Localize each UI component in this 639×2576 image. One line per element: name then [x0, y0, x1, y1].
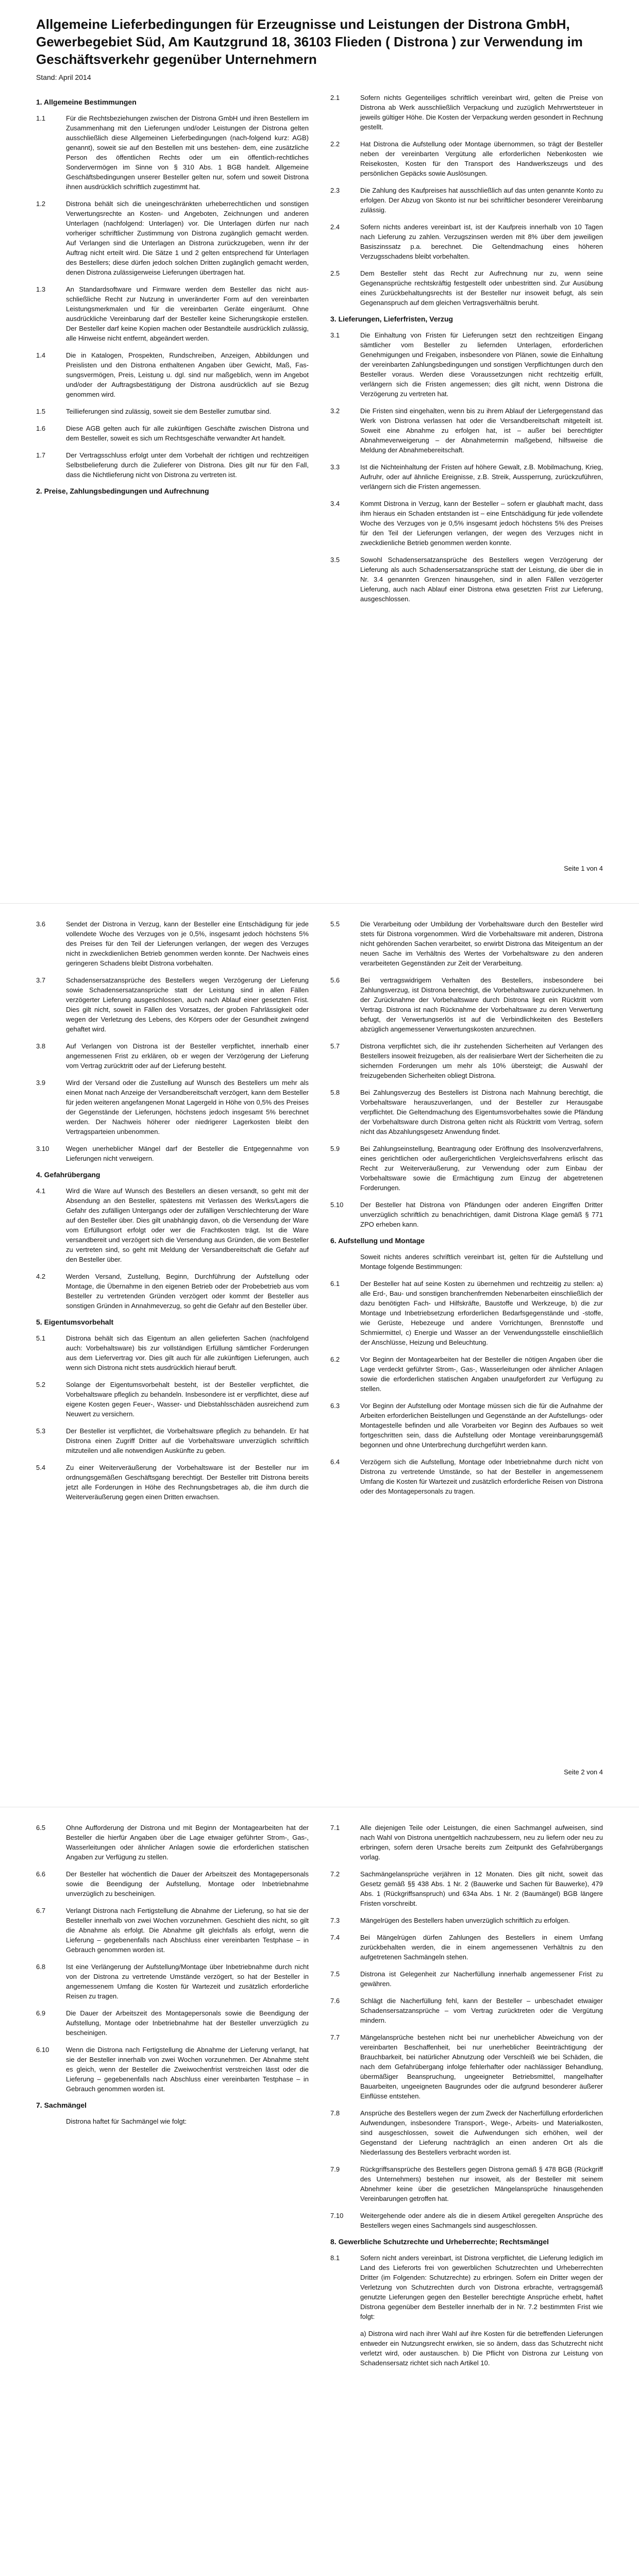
clause-text: Distrona haftet für Sachmängel wie folgt:	[66, 2117, 187, 2125]
clause-number: 5.8	[330, 1089, 340, 1096]
document-page	[0, 1807, 639, 2576]
clause-text: a) Distrona wird nach ihrer Wahl auf ihre Kosten für die betreffenden Lieferungen entweder ein Nutzungsrecht erwirken, sie so ändern, dass das Schutzrecht nicht verletzt wird, oder austauschen. b) Die Pflicht von Distrona zur Leistung von Schadensersatz richtet sich nach Artikel 10.	[360, 2330, 603, 2367]
section-heading: 3. Lieferungen, Lieferfristen, Verzug	[330, 315, 453, 323]
clause-text: Auf Verlangen von Distrona ist der Besteller verpflichtet, innerhalb einer angemessenen Frist zu erklären, ob er wegen der Verzögerung der Lieferung vom Vertrag zurücktritt oder auf der Lieferung besteht.	[66, 1042, 309, 1070]
clause-number: 1.1	[36, 114, 46, 122]
clause-number: 8.1	[330, 2254, 340, 2262]
clause	[36, 423, 309, 443]
clause-text: Bei vertragswidrigem Verhalten des Bestellers, insbesondere bei Zahlungsverzug, ist Distrona berechtigt, die Vorbehaltsware zurückzunehmen. In der Zurücknahme der Vorbehaltsware durch Distrona liegt ein Rücktritt vom Vertrag. Distrona ist nach Rücknahme der Vorbehaltsware zu deren Verwertung befugt, der Verwertungserlös ist auf die Verbindlichkeiten des Bestellers abzüglich angemessener Verwertungskosten anzurechnen.	[360, 976, 603, 1033]
two-column-body	[36, 1823, 603, 2375]
clause-number: 7.2	[330, 1870, 340, 1878]
clause-number: 1.2	[36, 200, 46, 208]
clause-text: Mängelansprüche bestehen nicht bei nur unerheblicher Abweichung von der vereinbarten Beschaffenheit, bei nur unerheblicher Beeinträchtigung der Brauchbarkeit, bei natürlicher Abnutzung oder Verschleiß wie bei Schäden, die nach dem Gefahrübergang infolge fehlerhafter oder nachlässiger Behandlung, übermäßiger Beanspruchung, ungeeigneter Betriebsmittel, mangelhafter Bauarbeiten, ungeeigneten Baugrundes oder die aufgrund besonderer äußerer Einflüsse entstehen.	[360, 2033, 603, 2100]
clause-text: Distrona verpflichtet sich, die ihr zustehenden Sicherheiten auf Verlangen des Bestellers insoweit freizugeben, als der realisierbare Wert der Sicherheiten die zu sichernden Forderungen um mehr als 10% übersteigt; die Auswahl der freizugebenden Sicherheiten obliegt Distrona.	[360, 1042, 603, 1079]
clause-number: 6.5	[36, 1824, 46, 1832]
clause-number: 2.2	[330, 140, 340, 148]
clause-text: Wird die Ware auf Wunsch des Bestellers an diesen versandt, so geht mit der Absendung an den Besteller, spätestens mit Verlassen des Werks/Lagers die Gefahr des zufälligen Untergangs oder der zufälligen Verschlechterung der Ware auf den Besteller über. Dies gilt unabhängig davon, ob die Versendung der Ware vom Erfüllungsort erfolgt oder wer die Frachtkosten trägt. Ist die Ware versandbereit und verzögert sich die Versendung aus Gründen, die vom Besteller zu vertreten sind, so geht mit Meldung der Versandbereitschaft die Gefahr auf den Besteller über.	[66, 1187, 309, 1263]
clause	[330, 1401, 603, 1450]
clause-number	[36, 2116, 66, 2126]
clause-number: 7.1	[330, 1824, 340, 1832]
clause-text: Bei Zahlungsverzug des Bestellers ist Distrona nach Mahnung berechtigt, die Vorbehaltsware herauszuverlangen, und der Besteller zur Herausgabe verpflichtet. Die Geltendmachung des Eigentumsvorbehaltes sowie die Pfändung der Vorbehaltsware durch Distrona gelten nicht als Rücktritt vom Vertrag, sofern nicht das Abzahlungsgesetz Anwendung findet.	[360, 1089, 603, 1136]
clause-text: Solange der Eigentumsvorbehalt besteht, ist der Besteller verpflichtet, die Vorbehaltsware pfleglich zu behandeln. Insbesondere ist er verpflichtet, diese auf eigene Kosten gegen Feuer-, Wasser- und Diebstahlsschäden ausreichend zum Neuwert zu versichern.	[66, 1381, 309, 1418]
clause-text: Distrona ist Gelegenheit zur Nacherfüllung innerhalb angemessener Frist zu gewähren.	[360, 1970, 603, 1988]
clause-text: Bei Zahlungseinstellung, Beantragung oder Eröffnung des Insolvenzverfahrens, eines gerichtlichen oder außergerichtlichen Vergleichsverfahrens erlischt das Recht zur Weiterveräußerung, zur Verwendung oder zum Einbau der Vorbehaltsware sowie die Ermächtigung zum Einzug der abgetretenen Forderungen.	[360, 1145, 603, 1192]
clause-text: Für die Rechtsbeziehungen zwischen der Distrona GmbH und ihren Bestellern im Zusammenhang mit den Lieferungen und/oder Leistungen der Distrona gelten ausschließlich diese Allgemeinen Lieferbedingungen (nach-folgend kurz: AGB) genannt), soweit sie auf den Bestellen mit uns bestehen- dem, eine zusätzliche Person des öffentlichen Rechts oder um ein öffentlich-rechtliches Sondervermögen im Sinne von § 310 Abs. 1 BGB handelt. Allgemeine Geschäftsbedingungen unserer Besteller gelten nur, sofern und soweit Distrona ihnen ausdrücklich schriftlich zugestimmt hat.	[66, 114, 309, 191]
clause-number: 1.7	[36, 451, 46, 459]
clause-text: Verlangt Distrona nach Fertigstellung die Abnahme der Lieferung, so hat sie der Besteller innerhalb von zwei Wochen vorzunehmen. Geschieht dies nicht, so gilt die Abnahme als erfolgt. Die Abnahme gilt gleichfalls als erfolgt, wenn die Lieferung – gegebenenfalls nach Abschluss einer vereinbarten Testphase – in Gebrauch genommen worden ist.	[66, 1907, 309, 1954]
clause-text: Wegen unerheblicher Mängel darf der Besteller die Entgegennahme von Lieferungen nicht verweigern.	[66, 1145, 309, 1162]
clause	[330, 406, 603, 455]
clause-number: 1.6	[36, 425, 46, 432]
clause-number: 7.8	[330, 2109, 340, 2117]
clause-text: Wird der Versand oder die Zustellung auf Wunsch des Bestellers um mehr als einen Monat nach Anzeige der Versandbereitschaft verzögert, kann dem Besteller für jeden weiteren angefangenen Monat Lagergeld in Höhe von 0,5% des Preises der Gegenstände der Lieferungen, höchstens jedoch insgesamt 5% berechnet werden. Der Nachweis höherer oder niedrigerer Lagerkosten bleibt den Vertragsparteien unbenommen.	[66, 1079, 309, 1136]
clause	[36, 1078, 309, 1137]
clause	[36, 1962, 309, 2001]
clause	[330, 919, 603, 968]
clause	[330, 222, 603, 261]
clause-number: 3.9	[36, 1079, 46, 1087]
clause-text: Der Vertragsschluss erfolgt unter dem Vorbehalt der richtigen und rechtzeitigen Selbstbelieferung durch die Zulieferer von Distrona. Dies gilt nur für den Fall, dass die Nichtlieferung nicht von Distrona zu vertreten ist.	[66, 451, 309, 479]
clause-number: 7.3	[330, 1917, 340, 1924]
clause-text: Die Dauer der Arbeitszeit des Montagepersonals sowie die Beendigung der Aufstellung, Montage oder Inbetriebnahme hat der Besteller unverzüglich zu bescheinigen.	[66, 2009, 309, 2037]
section-heading: 4. Gefahrübergang	[36, 1171, 100, 1179]
clause	[36, 1041, 309, 1071]
clause-text: Sachmängelansprüche verjähren in 12 Monaten. Dies gilt nicht, soweit das Gesetz gemäß §§ 438 Abs. 1 Nr. 2 (Bauwerke und Sachen für Bauwerke), 479 Abs. 1 (Rückgriffsanspruch) und 634a Abs. 1 Nr. 2 (Baumängel) BGB längere Fristen vorschreibt.	[360, 1870, 603, 1907]
clause	[330, 1916, 603, 1925]
column-right	[330, 1823, 603, 2375]
document-page	[0, 904, 639, 1807]
clause-text: Der Besteller ist verpflichtet, die Vorbehaltsware pfleglich zu behandeln. Er hat Distrona einen Zugriff Dritter auf die Vorbehaltsware unverzüglich schriftlich mitzuteilen und alle notwendigen Auskünfte zu geben.	[66, 1427, 309, 1454]
page-number: Seite 1 von 4	[564, 865, 603, 872]
clause-number: 5.4	[36, 1464, 46, 1471]
clause	[36, 1823, 309, 1862]
clause	[36, 199, 309, 277]
clause-number: 7.7	[330, 2033, 340, 2041]
clause	[36, 1144, 309, 1163]
clause-text: Die Verarbeitung oder Umbildung der Vorbehaltsware durch den Besteller wird stets für Distrona vorgenommen. Wird die Vorbehaltsware mit anderen, Distrona nicht gehörenden Sachen verarbeitet, so erwirbt Distrona das Miteigentum an der neuen Sache im Verhältnis des Wertes der Vorbehaltsware zu den anderen verarbeiteten Gegenständen zur Zeit der Verarbeitung.	[360, 920, 603, 967]
clause	[330, 330, 603, 399]
clause-number: 5.10	[330, 1201, 344, 1209]
clause-number: 4.1	[36, 1187, 46, 1195]
clause-text: Der Besteller hat auf seine Kosten zu übernehmen und rechtzeitig zu stellen: a) alle Erd-, Bau- und sonstigen branchenfremden Nebenarbeiten einschließlich der dazu benötigten Fach- und Hilfskräfte, Baustoffe und Werkzeuge, b) die zur Montage und Inbetriebsetzung erforderlichen Bedarfsgegenstände und -stoffe, wie Gerüste, Hebezeuge und andere Vorrichtungen, Brennstoffe und Schmiermittel, c) Energie und Wasser an der Verwendungsstelle einschließlich der Anschlüsse, Heizung und Beleuchtung.	[360, 1280, 603, 1346]
clause	[330, 2164, 603, 2204]
clause	[330, 1200, 603, 1229]
clause	[36, 1272, 309, 1311]
clause-text: Rückgriffsansprüche des Bestellers gegen Distrona gemäß § 478 BGB (Rückgriff des Unternehmers) bestehen nur insoweit, als der Besteller mit seinem Abnehmer keine über die gesetzlichen Mängelansprüche hinausgehenden Vereinbarungen getroffen hat.	[360, 2165, 603, 2202]
clause	[330, 462, 603, 492]
clause	[36, 1426, 309, 1455]
clause-number: 1.5	[36, 408, 46, 415]
column-right	[330, 93, 603, 611]
clause-number: 7.5	[330, 1970, 340, 1978]
clause	[36, 284, 309, 343]
column-left	[36, 919, 309, 1509]
clause-text: Ohne Aufforderung der Distrona und mit Beginn der Montagearbeiten hat der Besteller die hierfür Angaben über die Lage etwaiger geführter Strom-, Gas-, Wasserleitungen oder ähnlicher Anlagen sowie die erforderlichen statischen Angaben zur Verfügung zu stellen.	[66, 1824, 309, 1861]
clause	[330, 1869, 603, 1908]
clause-number: 6.8	[36, 1963, 46, 1971]
clause-text: Mängelrügen des Bestellers haben unverzüglich schriftlich zu erfolgen.	[360, 1917, 570, 1924]
clause-text: Schlägt die Nacherfüllung fehl, kann der Besteller – unbeschadet etwaiger Schadensersatzansprüche – vom Vertrag zurücktreten oder die Vergütung mindern.	[360, 1997, 603, 2024]
clause	[36, 1333, 309, 1372]
clause	[36, 919, 309, 968]
clause-text: Weitergehende oder andere als die in diesem Artikel geregelten Ansprüche des Bestellers wegen eines Sachmangels sind ausgeschlossen.	[360, 2212, 603, 2229]
clause-number: 5.5	[330, 920, 340, 928]
column-left	[36, 93, 309, 611]
clause-number: 6.9	[36, 2009, 46, 2017]
clause-text: Die Einhaltung von Fristen für Lieferungen setzt den rechtzeitigen Eingang sämtlicher vom Besteller zu liefernden Unterlagen, erforderlichen Genehmigungen und Freigaben, insbesondere von Plänen, sowie die Einhaltung der vereinbarten Zahlungsbedingungen und sonstigen Verpflichtungen durch den Besteller voraus. Werden diese Voraussetzungen nicht rechtzeitig erfüllt, verlängern sich die Fristen angemessen; dies gilt nicht, wenn Distrona die Verzögerung zu vertreten hat.	[360, 331, 603, 398]
document-page	[0, 0, 639, 904]
clause	[330, 1279, 603, 1347]
clause-number	[330, 2329, 360, 2368]
clause	[36, 1463, 309, 1502]
clause-text: Vor Beginn der Aufstellung oder Montage müssen sich die für die Aufnahme der Arbeiten erforderlichen Beistellungen und Gegenstände an der Aufstellungs- oder Montagestelle befinden und alle Vorarbeiten vor Beginn des Aufbaues so weit fortgeschritten sein, dass die Aufstellung oder Montage vereinbarungsgemäß begonnen und ohne Unterbrechung durchgeführt werden kann.	[360, 1402, 603, 1449]
clause-number: 3.3	[330, 463, 340, 471]
clause-text: Sofern nichts anderes vereinbart ist, ist der Kaufpreis innerhalb von 10 Tagen nach Lieferung zu zahlen. Verzugszinsen werden mit 8% über dem jeweiligen Basiszinssatz p.a. berechnet. Die Geltendmachung eines höheren Verzugsschadens bleibt vorbehalten.	[360, 223, 603, 260]
clause-number	[330, 1252, 360, 1272]
clause-number: 2.1	[330, 94, 340, 101]
clause-text: Distrona behält sich das Eigentum an allen gelieferten Sachen (nachfolgend auch: Vorbehaltsware) bis zur vollständigen Erfüllung sämtlicher Forderungen aus dem Liefervertrag vor. Dies gilt auch für alle zukünftigen Lieferungen, auch wenn sich Distrona nicht stets ausdrücklich hierauf beruft.	[66, 1334, 309, 1371]
clause-text: Zu einer Weiterveräußerung der Vorbehaltsware ist der Besteller nur im ordnungsgemäßen Geschäftsgang berechtigt. Der Besteller tritt Distrona bereits jetzt alle Forderungen in Höhe des Rechnungsbetrages ab, die ihm durch die Weiterveräußerung gegen einen Dritten erwachsen.	[66, 1464, 309, 1501]
clause	[36, 350, 309, 399]
clause-number: 6.2	[330, 1355, 340, 1363]
clause-number: 5.6	[330, 976, 340, 984]
section-heading: 2. Preise, Zahlungsbedingungen und Aufrechnung	[36, 487, 209, 495]
clause-text: An Standardsoftware und Firmware werden dem Besteller das nicht aus-schließliche Recht zur Nutzung in unveränderter Form auf den vereinbarten Leistungsmerkmalen und für die vereinbarten Geräte eingeräumt. Ohne ausdrückliche Vereinbarung darf der Besteller keine Sicherungskopie erstellen. Der Besteller darf keine Kopien machen oder Bestandteile ausdrücklich zulässig, alle Hinweise nicht entfernt, abgeändert werden.	[66, 285, 309, 342]
clause	[330, 2211, 603, 2230]
clause-text: Soweit nichts anderes schriftlich vereinbart ist, gelten für die Aufstellung und Montage folgende Bestimmungen:	[360, 1253, 603, 1270]
clause	[36, 1380, 309, 1419]
document-title: Allgemeine Lieferbedingungen für Erzeugnisse und Leistungen der Distrona GmbH, Gewerbegebiet Süd, Am Kautzgrund 18, 36103 Flieden ( Distrona ) zur Verwendung im Geschäftsverkehr gegenüber Unternehmern	[36, 16, 583, 67]
clause	[330, 2329, 603, 2368]
clause-number: 3.10	[36, 1145, 49, 1153]
clause	[36, 2008, 309, 2038]
clause	[330, 268, 603, 308]
clause	[36, 406, 309, 416]
clause	[330, 1041, 603, 1080]
clause-number: 1.3	[36, 285, 46, 293]
clause-number: 5.3	[36, 1427, 46, 1435]
two-column-body	[36, 93, 603, 611]
clause-number: 6.1	[330, 1280, 340, 1287]
column-right	[330, 919, 603, 1509]
clause-number: 6.3	[330, 1402, 340, 1410]
clause	[330, 2108, 603, 2157]
clause	[330, 139, 603, 178]
page-number: Seite 2 von 4	[564, 1768, 603, 1776]
clause-number: 3.5	[330, 556, 340, 564]
clause-text: Hat Distrona die Aufstellung oder Montage übernommen, so trägt der Besteller neben der vereinbarten Vergütung alle erforderlichen Nebenkosten wie Reisekosten, Kosten für den Transport des Handwerkszeugs und des persönlichen Gepäcks sowie Auslösungen.	[360, 140, 603, 177]
clause-text: Ist eine Verlängerung der Aufstellung/Montage über Inbetriebnahme durch nicht von der Distrona zu vertretende Umstände verzögert, so hat der Besteller in angemessenem Umfang die Kosten für Wartezeit und zusätzlich erforderliche Reisen zu tragen.	[66, 1963, 309, 2000]
clause-number: 6.6	[36, 1870, 46, 1878]
clause-number: 6.10	[36, 2046, 49, 2054]
clause-number: 3.6	[36, 920, 46, 928]
clause-number: 7.10	[330, 2212, 344, 2219]
clause-number: 3.4	[330, 500, 340, 507]
clause-number: 7.6	[330, 1997, 340, 2005]
clause-text: Sofern nichts Gegenteiliges schriftlich vereinbart wird, gelten die Preise von Distrona ab Werk ausschließlich Verpackung und zuzüglich Mehrwertsteuer in jeweils gültiger Höhe. Die Kosten der Verpackung werden gesondert in Rechnung gestellt.	[360, 94, 603, 131]
clause-text: Diese AGB gelten auch für alle zukünftigen Geschäfte zwischen Distrona und dem Besteller, soweit es sich um Rechtsgeschäfte verwandter Art handelt.	[66, 425, 309, 442]
clause	[330, 1457, 603, 1496]
clause	[330, 185, 603, 215]
clause-number: 2.4	[330, 223, 340, 231]
clause-number: 3.8	[36, 1042, 46, 1050]
clause	[36, 975, 309, 1034]
clause	[330, 93, 603, 132]
clause	[330, 1996, 603, 2025]
clause-number: 4.2	[36, 1273, 46, 1280]
section-heading: 5. Eigentumsvorbehalt	[36, 1318, 114, 1326]
section-heading: 6. Aufstellung und Montage	[330, 1236, 425, 1245]
clause-number: 3.1	[330, 331, 340, 339]
clause	[330, 1933, 603, 1962]
clause	[36, 2045, 309, 2094]
clause-text: Distrona behält sich die uneingeschränkten urheberrechtlichen und sonstigen Verwertungsrechte an Kosten- und Angeboten, Zeichnungen und anderen Unterlagen (nachfolgend: Unterlagen) vor. Die Unterlagen dürfen nur nach vorheriger schriftlicher Zustimmung von Distrona zugänglich gemacht werden. Auf Verlangen sind die Unterlagen an Distrona zurückzugeben, wenn ihr der Auftrag nicht erteilt wird. Die Sätze 1 und 2 gelten entsprechend für Unterlagen des Bestellers; diese dürfen jedoch solchen Dritten zugänglich gemacht werden, denen Distrona zulässigerweise Lieferungen übertragen hat.	[66, 200, 309, 276]
clause-text: Ist die Nichteinhaltung der Fristen auf höhere Gewalt, z.B. Mobilmachung, Krieg, Aufruhr, oder auf ähnliche Ereignisse, z.B. Streik, Aussperrung, zurückzuführen, verlängern sich die Fristen angemessen.	[360, 463, 603, 490]
clause	[36, 1906, 309, 1955]
clause-text: Die in Katalogen, Prospekten, Rundschreiben, Anzeigen, Abbildungen und Preislisten und den Distrona enthaltenen Angaben über Gewicht, Maß, Fas-sungsvermögen, Preis, Leistung u. dgl. sind nur maßgeblich, wenn im Angebot und/oder der Auftragsbestätigung der Distrona ausdrücklich auf sie Bezug genommen wird.	[66, 351, 309, 398]
clause-number: 3.7	[36, 976, 46, 984]
clause-number: 6.7	[36, 1907, 46, 1914]
clause-text: Sofern nicht anders vereinbart, ist Distrona verpflichtet, die Lieferung lediglich im Land des Lieferorts frei von gewerblichen Schutzrechten und Urheberrechten Dritter (im Folgenden: Schutzrechte) zu erbringen. Sofern ein Dritter wegen der Verletzung von Schutzrechten durch von Distrona erbrachte, vertragsgemäß genutzte Lieferungen gegen den Besteller berechtigte Ansprüche erhebt, haftet Distrona gegenüber dem Besteller innerhalb der in Nr. 7.2 bestimmten Frist wie folgt:	[360, 2254, 603, 2320]
clause-number: 5.9	[330, 1145, 340, 1153]
clause	[330, 555, 603, 604]
clause-text: Wenn die Distrona nach Fertigstellung die Abnahme der Lieferung verlangt, hat sie der Besteller innerhalb von zwei Wochen vorzunehmen. Der Abnahme steht es gleich, wenn der Besteller die Zweiwochenfrist verstreichen lässt oder die Lieferung – gegebenenfalls nach Abschluss einer vereinbarten Testphase – in Gebrauch genommen worden ist.	[66, 2046, 309, 2093]
clause-number: 7.4	[330, 1934, 340, 1941]
clause	[330, 2032, 603, 2101]
clause-number: 5.7	[330, 1042, 340, 1050]
clause-text: Alle diejenigen Teile oder Leistungen, die einen Sachmangel aufweisen, sind nach Wahl von Distrona unentgeltlich nachzubessern, neu zu liefern oder neu zu erbringen, sofern deren Ursache bereits zum Zeitpunkt des Gefahrübergangs vorlag.	[360, 1824, 603, 1861]
clause-number: 3.2	[330, 407, 340, 415]
clause-text: Ansprüche des Bestellers wegen der zum Zweck der Nacherfüllung erforderlichen Aufwendungen, insbesondere Transport-, Wege-, Arbeits- und Materialkosten, sind ausgeschlossen, soweit die Aufwendungen sich erhöhen, weil der Gegenstand der Lieferung nachträglich an einen anderen Ort als die Niederlassung des Bestellers verbracht worden ist.	[360, 2109, 603, 2156]
clause-text: Sendet der Distrona in Verzug, kann der Besteller eine Entschädigung für jede vollendete Woche des Verzuges von je 0,5%, insgesamt jedoch höchstens 5% des Preises für den Teil der Lieferungen verlangen, der wegen des Verzuges nicht in zweckdienlichen Betrieb genommen werden konnte. Der Nachweis eines geringeren Schadens bleibt Distrona vorbehalten.	[66, 920, 309, 967]
clause-text: Bei Mängelrügen dürfen Zahlungen des Bestellers in einem Umfang zurückbehalten werden, die in einem angemessenen Verhältnis zu den aufgetretenen Sachmängeln stehen.	[360, 1934, 603, 1961]
clause-number: 2.3	[330, 187, 340, 194]
clause-text: Der Besteller hat wöchentlich die Dauer der Arbeitszeit des Montagepersonals sowie die Beendigung der Aufstellung, Montage oder Inbetriebnahme unverzüglich zu bescheinigen.	[66, 1870, 309, 1897]
clause	[36, 1186, 309, 1264]
clause-text: Schadensersatzansprüche des Bestellers wegen Verzögerung der Lieferung sowie Schadensersatzansprüche statt der Leistung sind in allen Fällen verzögerter Lieferung ausgeschlossen, auch nach Ablauf einer gesetzten Frist. Dies gilt nicht, soweit in Fällen des Vorsatzes, der groben Fahrlässigkeit oder wegen der Verletzung des Lebens, des Körpers oder der Gesundheit zwingend gehaftet wird.	[66, 976, 309, 1033]
clause-text: Die Zahlung des Kaufpreises hat ausschließlich auf das unten genannte Konto zu erfolgen. Der Abzug von Skonto ist nur bei schriftlicher besonderer Vereinbarung zulässig.	[360, 187, 603, 214]
clause-number: 2.5	[330, 269, 340, 277]
clause	[330, 1144, 603, 1193]
section-heading: 7. Sachmängel	[36, 2101, 87, 2109]
document-date: Stand: April 2014	[36, 73, 91, 81]
clause-text: Die Fristen sind eingehalten, wenn bis zu ihrem Ablauf der Liefergegenstand das Werk von Distrona verlassen hat oder die Versandbereitschaft mitgeteilt ist. Soweit eine Abnahme zu erfolgen hat, ist – außer bei berechtigter Abnahmeverweigerung – der Abnahmetermin maßgebend, hilfsweise die Meldung der Abnahmebereitschaft.	[360, 407, 603, 454]
two-column-body	[36, 919, 603, 1509]
clause	[330, 1969, 603, 1989]
clause-text: Der Besteller hat Distrona von Pfändungen oder anderen Eingriffen Dritter unverzüglich schriftlich zu benachrichtigen, damit Distrona Klage gemäß § 771 ZPO erheben kann.	[360, 1201, 603, 1228]
column-left	[36, 1823, 309, 2375]
clause-number: 5.2	[36, 1381, 46, 1388]
clause	[330, 975, 603, 1034]
clause-text: Werden Versand, Zustellung, Beginn, Durchführung der Aufstellung oder Montage, die Übernahme in den eigenen Betrieb oder der Probebetrieb aus vom Besteller zu vertretenden Gründen verzögert oder kommt der Besteller aus sonstigen Gründen in Annahmeverzug, so geht die Gefahr auf den Besteller über.	[66, 1273, 309, 1310]
clause-text: Teillieferungen sind zulässig, soweit sie dem Besteller zumutbar sind.	[66, 408, 272, 415]
clause	[330, 1354, 603, 1394]
clause	[330, 499, 603, 548]
clause	[36, 450, 309, 480]
clause-text: Kommt Distrona in Verzug, kann der Besteller – sofern er glaubhaft macht, dass ihm hieraus ein Schaden entstanden ist – eine Entschädigung für jede vollendete Woche des Verzuges von je 0,5% insgesamt jedoch höchstens 5% des Preises für den Teil der Lieferungen verlangen, der wegen des Verzuges nicht in zweckdienliche Betrieb genommen werden konnte.	[360, 500, 603, 547]
clause	[330, 1252, 603, 1272]
section-heading: 1. Allgemeine Bestimmungen	[36, 98, 137, 106]
clause-text: Sowohl Schadensersatzansprüche des Bestellers wegen Verzögerung der Lieferung als auch Schadensersatzansprüche statt der Leistung, die über die in Nr. 3.4 genannten Grenzen hinausgehen, sind in allen Fällen verzögerter Lieferung, auch nach Ablauf einer Distrona etwa gesetzten Frist zur Lieferung, ausgeschlossen.	[360, 556, 603, 603]
clause-number: 5.1	[36, 1334, 46, 1342]
section-heading: 8. Gewerbliche Schutzrechte und Urheberrechte; Rechtsmängel	[330, 2238, 549, 2246]
clause-text: Vor Beginn der Montagearbeiten hat der Besteller die nötigen Angaben über die Lage verdeckt geführter Strom-, Gas-, Wasserleitungen oder ähnlicher Anlagen sowie die erforderlichen statischen Angaben unaufgefordert zur Verfügung zu stellen.	[360, 1355, 603, 1393]
clause-text: Dem Besteller steht das Recht zur Aufrechnung nur zu, wenn seine Gegenansprüche rechtskräftig festgestellt oder unbestritten sind. Zur Ausübung eines Zurückbehaltungsrechts ist der Besteller nur insoweit befugt, als sein Gegenanspruch auf dem gleichen Vertragsverhältnis beruht.	[360, 269, 603, 307]
clause-number: 7.9	[330, 2165, 340, 2173]
clause-text: Verzögern sich die Aufstellung, Montage oder Inbetriebnahme durch nicht von Distrona zu vertretende Umstände, so hat der Besteller in angemessenem Umfang die Kosten für Wartezeit und zusätzlich erforderliche Reisen von Distrona oder des Montagepersonals zu tragen.	[360, 1458, 603, 1495]
clause	[330, 1088, 603, 1137]
clause	[330, 2253, 603, 2321]
clause	[36, 2116, 309, 2126]
clause	[330, 1823, 603, 1862]
clause	[36, 1869, 309, 1899]
clause	[36, 113, 309, 192]
clause-number: 6.4	[330, 1458, 340, 1466]
clause-number: 1.4	[36, 351, 46, 359]
